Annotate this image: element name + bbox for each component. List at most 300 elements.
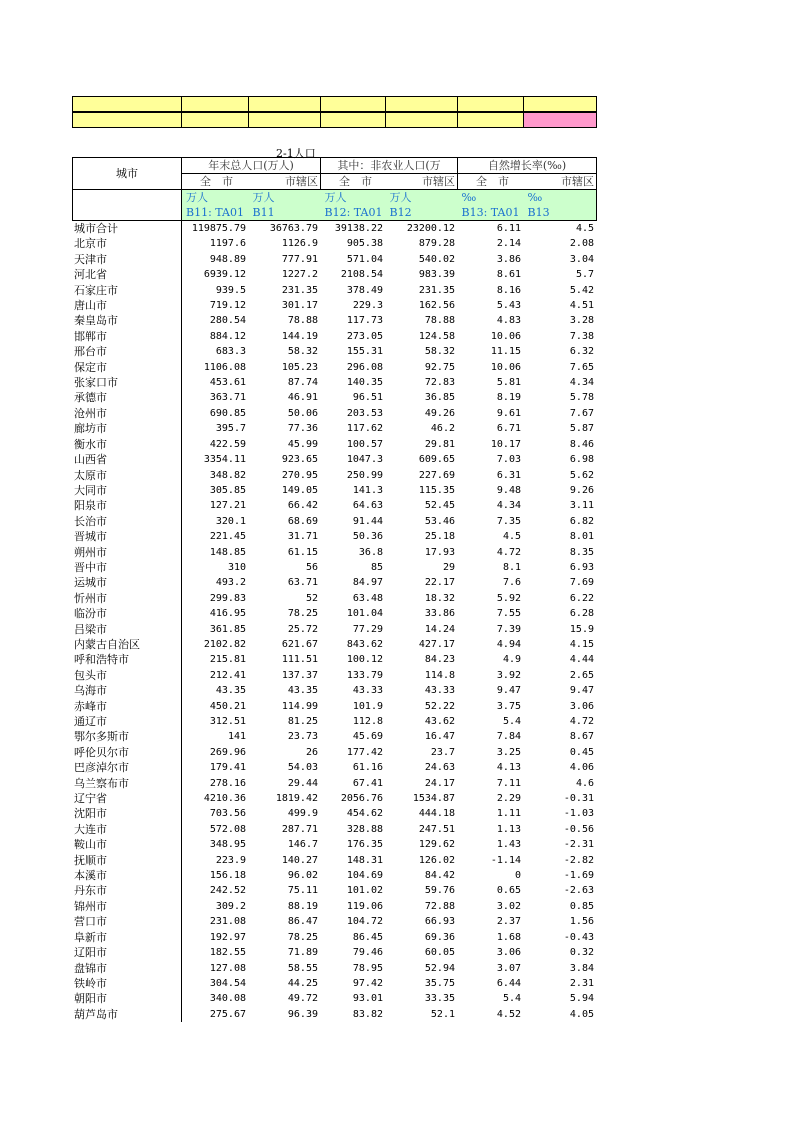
total-pop-city-cell[interactable]: 320.1 xyxy=(215,515,246,527)
growth-district-cell[interactable]: -1.03 xyxy=(563,808,594,820)
total-pop-district-cell[interactable]: 61.15 xyxy=(287,546,318,558)
nonagri-district-cell[interactable]: 24.17 xyxy=(424,777,455,789)
nonagri-district-cell[interactable]: 84.42 xyxy=(424,870,455,882)
growth-city-cell[interactable]: 4.83 xyxy=(496,315,521,327)
total-pop-city-cell[interactable]: 212.41 xyxy=(209,669,246,681)
subheader-whole-city[interactable]: 全 市 xyxy=(182,174,249,190)
city-name-cell[interactable]: 邢台市 xyxy=(72,344,181,359)
code-label[interactable]: B11: TA01 xyxy=(182,205,249,221)
yellow-cell[interactable] xyxy=(386,113,458,128)
nonagri-district-cell[interactable]: 115.35 xyxy=(418,484,455,496)
total-pop-district-cell[interactable]: 105.23 xyxy=(281,361,318,373)
total-pop-district-cell[interactable]: 923.65 xyxy=(281,454,318,466)
growth-city-cell[interactable]: 6.31 xyxy=(496,469,521,481)
total-pop-district-cell[interactable]: 75.11 xyxy=(287,885,318,897)
total-pop-city-cell[interactable]: 493.2 xyxy=(215,577,246,589)
city-name-cell[interactable]: 辽阳市 xyxy=(72,945,181,960)
nonagri-city-cell[interactable]: 273.05 xyxy=(346,330,383,342)
total-pop-district-cell[interactable]: 56 xyxy=(305,561,318,573)
nonagri-district-cell[interactable]: 84.23 xyxy=(424,654,455,666)
total-pop-district-cell[interactable]: 44.25 xyxy=(287,977,318,989)
nonagri-district-cell[interactable]: 114.8 xyxy=(424,669,455,681)
city-name-cell[interactable]: 运城市 xyxy=(72,575,181,590)
total-pop-city-cell[interactable]: 2102.82 xyxy=(203,638,246,650)
city-name-cell[interactable]: 秦皇岛市 xyxy=(72,313,181,328)
group-header-nonagri-population[interactable]: 其中：非农业人口(万 xyxy=(321,158,458,174)
total-pop-district-cell[interactable]: 146.7 xyxy=(287,839,318,851)
growth-district-cell[interactable]: 5.87 xyxy=(569,423,594,435)
nonagri-district-cell[interactable]: 92.75 xyxy=(424,361,455,373)
nonagri-district-cell[interactable]: 33.35 xyxy=(424,993,455,1005)
nonagri-city-cell[interactable]: 141.3 xyxy=(352,484,383,496)
nonagri-district-cell[interactable]: 72.83 xyxy=(424,377,455,389)
total-pop-district-cell[interactable]: 78.88 xyxy=(287,315,318,327)
total-pop-district-cell[interactable]: 96.39 xyxy=(287,1008,318,1020)
nonagri-city-cell[interactable]: 86.45 xyxy=(352,931,383,943)
nonagri-district-cell[interactable]: 227.69 xyxy=(418,469,455,481)
nonagri-district-cell[interactable]: 33.86 xyxy=(424,608,455,620)
growth-city-cell[interactable]: 1.13 xyxy=(496,823,521,835)
total-pop-city-cell[interactable]: 453.61 xyxy=(209,377,246,389)
nonagri-district-cell[interactable]: 24.63 xyxy=(424,762,455,774)
total-pop-city-cell[interactable]: 312.51 xyxy=(209,716,246,727)
subheader-urban-district[interactable]: 市辖区 xyxy=(524,174,597,190)
yellow-cell[interactable] xyxy=(73,97,182,112)
nonagri-district-cell[interactable]: 540.02 xyxy=(418,253,455,265)
growth-city-cell[interactable]: 10.06 xyxy=(490,361,521,373)
nonagri-city-cell[interactable]: 905.38 xyxy=(346,238,383,250)
growth-city-cell[interactable]: 1.43 xyxy=(496,839,521,851)
nonagri-city-cell[interactable]: 250.99 xyxy=(346,469,383,481)
total-pop-district-cell[interactable]: 1819.42 xyxy=(275,793,318,805)
growth-city-cell[interactable]: 8.61 xyxy=(496,269,521,281)
nonagri-district-cell[interactable]: 69.36 xyxy=(424,931,455,943)
total-pop-city-cell[interactable]: 363.71 xyxy=(209,392,246,404)
growth-district-cell[interactable]: 1.56 xyxy=(569,916,594,928)
city-name-cell[interactable]: 朝阳市 xyxy=(72,991,181,1006)
code-label[interactable]: B13: TA01 xyxy=(458,205,524,221)
growth-city-cell[interactable]: 7.6 xyxy=(502,577,521,589)
growth-district-cell[interactable]: 6.32 xyxy=(569,346,594,358)
growth-district-cell[interactable]: -0.43 xyxy=(563,931,594,943)
nonagri-city-cell[interactable]: 104.72 xyxy=(346,916,383,928)
nonagri-district-cell[interactable]: 35.75 xyxy=(424,977,455,989)
total-pop-city-cell[interactable]: 416.95 xyxy=(209,608,246,620)
total-pop-district-cell[interactable]: 1126.9 xyxy=(281,238,318,250)
total-pop-city-cell[interactable]: 299.83 xyxy=(209,592,246,604)
city-name-cell[interactable]: 晋中市 xyxy=(72,560,181,575)
growth-city-cell[interactable]: 3.86 xyxy=(496,253,521,265)
total-pop-district-cell[interactable]: 140.27 xyxy=(281,854,318,866)
total-pop-city-cell[interactable]: 280.54 xyxy=(209,315,246,327)
total-pop-city-cell[interactable]: 683.3 xyxy=(215,346,246,358)
nonagri-city-cell[interactable]: 101.04 xyxy=(346,608,383,620)
nonagri-city-cell[interactable]: 140.35 xyxy=(346,377,383,389)
total-pop-city-cell[interactable]: 348.95 xyxy=(209,839,246,851)
growth-district-cell[interactable]: -2.31 xyxy=(563,839,594,851)
growth-city-cell[interactable]: 1.68 xyxy=(496,931,521,943)
growth-district-cell[interactable]: 4.6 xyxy=(575,777,594,789)
city-name-cell[interactable]: 大同市 xyxy=(72,483,181,498)
nonagri-district-cell[interactable]: 879.28 xyxy=(418,238,455,250)
growth-city-cell[interactable]: 6.71 xyxy=(496,423,521,435)
total-pop-district-cell[interactable]: 270.95 xyxy=(281,469,318,481)
total-pop-city-cell[interactable]: 939.5 xyxy=(215,284,246,296)
nonagri-city-cell[interactable]: 96.51 xyxy=(352,392,383,404)
growth-district-cell[interactable]: 3.06 xyxy=(569,700,594,712)
city-name-cell[interactable]: 呼和浩特市 xyxy=(72,652,181,667)
total-pop-city-cell[interactable]: 278.16 xyxy=(209,777,246,789)
nonagri-city-cell[interactable]: 843.62 xyxy=(346,638,383,650)
total-pop-district-cell[interactable]: 87.74 xyxy=(287,377,318,389)
nonagri-city-cell[interactable]: 101.02 xyxy=(346,885,383,897)
subheader-urban-district[interactable]: 市辖区 xyxy=(249,174,321,190)
total-pop-city-cell[interactable]: 215.81 xyxy=(209,654,246,666)
total-pop-city-cell[interactable]: 156.18 xyxy=(209,870,246,882)
total-pop-city-cell[interactable]: 1197.6 xyxy=(209,238,246,250)
growth-city-cell[interactable]: 3.75 xyxy=(496,700,521,712)
city-name-cell[interactable]: 包头市 xyxy=(72,668,181,683)
nonagri-city-cell[interactable]: 83.82 xyxy=(352,1008,383,1020)
growth-city-cell[interactable]: 5.92 xyxy=(496,592,521,604)
nonagri-district-cell[interactable]: 59.76 xyxy=(424,885,455,897)
nonagri-district-cell[interactable]: 17.93 xyxy=(424,546,455,558)
yellow-cell[interactable] xyxy=(321,113,386,128)
nonagri-district-cell[interactable]: 43.62 xyxy=(424,716,455,727)
growth-district-cell[interactable]: 6.93 xyxy=(569,561,594,573)
growth-city-cell[interactable]: 7.55 xyxy=(496,608,521,620)
nonagri-city-cell[interactable]: 45.69 xyxy=(352,731,383,743)
growth-city-cell[interactable]: 4.94 xyxy=(496,638,521,650)
growth-city-cell[interactable]: 3.07 xyxy=(496,962,521,974)
growth-city-cell[interactable]: 8.19 xyxy=(496,392,521,404)
total-pop-city-cell[interactable]: 127.08 xyxy=(209,962,246,974)
subheader-whole-city[interactable]: 全 市 xyxy=(321,174,386,190)
total-pop-district-cell[interactable]: 81.25 xyxy=(287,716,318,727)
unit-label[interactable]: 万人 xyxy=(182,190,249,206)
growth-city-cell[interactable]: 2.37 xyxy=(496,916,521,928)
nonagri-district-cell[interactable]: 126.02 xyxy=(418,854,455,866)
city-name-cell[interactable]: 石家庄市 xyxy=(72,283,181,298)
growth-district-cell[interactable]: 6.98 xyxy=(569,454,594,466)
total-pop-city-cell[interactable]: 182.55 xyxy=(209,947,246,959)
city-name-cell[interactable]: 铁岭市 xyxy=(72,976,181,991)
growth-district-cell[interactable]: 3.04 xyxy=(569,253,594,265)
growth-district-cell[interactable]: 5.7 xyxy=(575,269,594,281)
city-name-cell[interactable]: 鞍山市 xyxy=(72,837,181,852)
total-pop-city-cell[interactable]: 223.9 xyxy=(215,854,246,866)
growth-district-cell[interactable]: 5.78 xyxy=(569,392,594,404)
subheader-whole-city[interactable]: 全 市 xyxy=(458,174,524,190)
city-name-cell[interactable]: 内蒙古自治区 xyxy=(72,637,181,652)
unit-label[interactable]: ‰ xyxy=(524,190,597,206)
growth-district-cell[interactable]: 3.11 xyxy=(569,500,594,512)
nonagri-city-cell[interactable]: 155.31 xyxy=(346,346,383,358)
total-pop-city-cell[interactable]: 304.54 xyxy=(209,977,246,989)
nonagri-city-cell[interactable]: 84.97 xyxy=(352,577,383,589)
growth-district-cell[interactable]: 2.65 xyxy=(569,669,594,681)
nonagri-city-cell[interactable]: 117.62 xyxy=(346,423,383,435)
total-pop-city-cell[interactable]: 148.85 xyxy=(209,546,246,558)
nonagri-district-cell[interactable]: 162.56 xyxy=(418,300,455,312)
total-pop-district-cell[interactable]: 26 xyxy=(305,746,318,758)
city-name-cell[interactable]: 长治市 xyxy=(72,514,181,529)
total-pop-city-cell[interactable]: 361.85 xyxy=(209,623,246,635)
growth-district-cell[interactable]: -1.69 xyxy=(563,870,594,882)
nonagri-city-cell[interactable]: 571.04 xyxy=(346,253,383,265)
nonagri-district-cell[interactable]: 66.93 xyxy=(424,916,455,928)
city-name-cell[interactable]: 临汾市 xyxy=(72,606,181,621)
growth-district-cell[interactable]: 4.72 xyxy=(569,716,594,727)
code-label[interactable]: B11 xyxy=(249,205,321,221)
growth-district-cell[interactable]: 4.5 xyxy=(575,223,594,234)
unit-label[interactable]: ‰ xyxy=(458,190,524,206)
total-pop-district-cell[interactable]: 149.05 xyxy=(281,484,318,496)
nonagri-city-cell[interactable]: 93.01 xyxy=(352,993,383,1005)
nonagri-city-cell[interactable]: 61.16 xyxy=(352,762,383,774)
yellow-cell[interactable] xyxy=(182,113,249,128)
growth-district-cell[interactable]: 0.45 xyxy=(569,746,594,758)
total-pop-district-cell[interactable]: 68.69 xyxy=(287,515,318,527)
growth-district-cell[interactable]: 7.69 xyxy=(569,577,594,589)
total-pop-district-cell[interactable]: 23.73 xyxy=(287,731,318,743)
nonagri-district-cell[interactable]: 23200.12 xyxy=(406,223,455,234)
city-name-cell[interactable]: 城市合计 xyxy=(72,221,181,236)
growth-city-cell[interactable]: 7.39 xyxy=(496,623,521,635)
city-name-cell[interactable]: 张家口市 xyxy=(72,375,181,390)
nonagri-city-cell[interactable]: 78.95 xyxy=(352,962,383,974)
growth-city-cell[interactable]: 4.5 xyxy=(502,531,521,543)
total-pop-city-cell[interactable]: 43.35 xyxy=(215,685,246,697)
city-name-cell[interactable]: 吕梁市 xyxy=(72,622,181,637)
city-name-cell[interactable]: 邯郸市 xyxy=(72,329,181,344)
growth-district-cell[interactable]: 0.32 xyxy=(569,947,594,959)
city-name-cell[interactable]: 通辽市 xyxy=(72,714,181,729)
city-name-cell[interactable]: 呼伦贝尔市 xyxy=(72,745,181,760)
city-name-cell[interactable]: 乌兰察布市 xyxy=(72,776,181,791)
city-name-cell[interactable]: 本溪市 xyxy=(72,868,181,883)
total-pop-district-cell[interactable]: 45.99 xyxy=(287,438,318,450)
total-pop-city-cell[interactable]: 4210.36 xyxy=(203,793,246,805)
growth-city-cell[interactable]: 7.35 xyxy=(496,515,521,527)
nonagri-district-cell[interactable]: 52.1 xyxy=(430,1008,455,1020)
group-header-total-population[interactable]: 年末总人口(万人) xyxy=(182,158,321,174)
city-name-cell[interactable]: 朔州市 xyxy=(72,545,181,560)
total-pop-city-cell[interactable]: 221.45 xyxy=(209,531,246,543)
unit-label[interactable]: 万人 xyxy=(386,190,458,206)
total-pop-city-cell[interactable]: 884.12 xyxy=(209,330,246,342)
total-pop-city-cell[interactable]: 572.08 xyxy=(209,823,246,835)
nonagri-city-cell[interactable]: 77.29 xyxy=(352,623,383,635)
total-pop-city-cell[interactable]: 450.21 xyxy=(209,700,246,712)
code-label[interactable]: B13 xyxy=(524,205,597,221)
total-pop-district-cell[interactable]: 499.9 xyxy=(287,808,318,820)
growth-city-cell[interactable]: 0.65 xyxy=(496,885,521,897)
nonagri-district-cell[interactable]: 43.33 xyxy=(424,685,455,697)
growth-district-cell[interactable]: 4.51 xyxy=(569,300,594,312)
city-name-cell[interactable]: 盘锦市 xyxy=(72,961,181,976)
total-pop-district-cell[interactable]: 50.06 xyxy=(287,407,318,419)
growth-city-cell[interactable]: 8.16 xyxy=(496,284,521,296)
total-pop-city-cell[interactable]: 3354.11 xyxy=(203,454,246,466)
growth-district-cell[interactable]: 4.44 xyxy=(569,654,594,666)
city-name-cell[interactable]: 天津市 xyxy=(72,252,181,267)
pink-cell[interactable] xyxy=(524,113,597,128)
yellow-cell[interactable] xyxy=(458,97,524,112)
nonagri-city-cell[interactable]: 177.42 xyxy=(346,746,383,758)
nonagri-district-cell[interactable]: 129.62 xyxy=(418,839,455,851)
total-pop-district-cell[interactable]: 137.37 xyxy=(281,669,318,681)
nonagri-district-cell[interactable]: 52.94 xyxy=(424,962,455,974)
growth-district-cell[interactable]: 3.28 xyxy=(569,315,594,327)
yellow-cell[interactable] xyxy=(524,97,597,112)
nonagri-district-cell[interactable]: 16.47 xyxy=(424,731,455,743)
growth-district-cell[interactable]: 9.47 xyxy=(569,685,594,697)
city-name-cell[interactable]: 山西省 xyxy=(72,452,181,467)
city-name-cell[interactable]: 唐山市 xyxy=(72,298,181,313)
nonagri-district-cell[interactable]: 52.45 xyxy=(424,500,455,512)
nonagri-city-cell[interactable]: 100.57 xyxy=(346,438,383,450)
nonagri-city-cell[interactable]: 100.12 xyxy=(346,654,383,666)
total-pop-city-cell[interactable]: 269.96 xyxy=(209,746,246,758)
yellow-cell[interactable] xyxy=(321,97,386,112)
growth-district-cell[interactable]: 15.9 xyxy=(569,623,594,635)
total-pop-district-cell[interactable]: 46.91 xyxy=(287,392,318,404)
nonagri-city-cell[interactable]: 97.42 xyxy=(352,977,383,989)
growth-district-cell[interactable]: 5.94 xyxy=(569,993,594,1005)
growth-district-cell[interactable]: 2.31 xyxy=(569,977,594,989)
total-pop-city-cell[interactable]: 6939.12 xyxy=(203,269,246,281)
city-name-cell[interactable]: 阜新市 xyxy=(72,930,181,945)
nonagri-district-cell[interactable]: 36.85 xyxy=(424,392,455,404)
city-column-header[interactable]: 城市 xyxy=(73,158,182,190)
nonagri-city-cell[interactable]: 85 xyxy=(370,561,383,573)
growth-district-cell[interactable]: 7.38 xyxy=(569,330,594,342)
city-name-cell[interactable]: 辽宁省 xyxy=(72,791,181,806)
growth-city-cell[interactable]: 1.11 xyxy=(496,808,521,820)
nonagri-district-cell[interactable]: 124.58 xyxy=(418,330,455,342)
growth-city-cell[interactable]: 4.9 xyxy=(502,654,521,666)
nonagri-district-cell[interactable]: 23.7 xyxy=(430,746,455,758)
city-name-cell[interactable]: 丹东市 xyxy=(72,883,181,898)
total-pop-city-cell[interactable]: 127.21 xyxy=(209,500,246,512)
growth-district-cell[interactable]: 5.62 xyxy=(569,469,594,481)
city-name-cell[interactable]: 廊坊市 xyxy=(72,421,181,436)
city-name-cell[interactable]: 营口市 xyxy=(72,914,181,929)
yellow-cell[interactable] xyxy=(458,113,524,128)
growth-city-cell[interactable]: 9.48 xyxy=(496,484,521,496)
total-pop-district-cell[interactable]: 71.89 xyxy=(287,947,318,959)
city-name-cell[interactable]: 承德市 xyxy=(72,390,181,405)
total-pop-district-cell[interactable]: 86.47 xyxy=(287,916,318,928)
growth-district-cell[interactable]: 8.35 xyxy=(569,546,594,558)
city-name-cell[interactable]: 晋城市 xyxy=(72,529,181,544)
total-pop-district-cell[interactable]: 78.25 xyxy=(287,931,318,943)
total-pop-district-cell[interactable]: 1227.2 xyxy=(281,269,318,281)
growth-city-cell[interactable]: 9.61 xyxy=(496,407,521,419)
total-pop-district-cell[interactable]: 88.19 xyxy=(287,900,318,912)
nonagri-district-cell[interactable]: 444.18 xyxy=(418,808,455,820)
total-pop-city-cell[interactable]: 422.59 xyxy=(209,438,246,450)
total-pop-district-cell[interactable]: 114.99 xyxy=(281,700,318,712)
total-pop-city-cell[interactable]: 348.82 xyxy=(209,469,246,481)
nonagri-district-cell[interactable]: 29 xyxy=(442,561,455,573)
growth-district-cell[interactable]: 6.28 xyxy=(569,608,594,620)
total-pop-district-cell[interactable]: 231.35 xyxy=(281,284,318,296)
growth-city-cell[interactable]: 9.47 xyxy=(496,685,521,697)
city-name-cell[interactable]: 忻州市 xyxy=(72,591,181,606)
growth-city-cell[interactable]: 6.44 xyxy=(496,977,521,989)
growth-city-cell[interactable]: 10.17 xyxy=(490,438,521,450)
city-name-cell[interactable]: 乌海市 xyxy=(72,683,181,698)
total-pop-city-cell[interactable]: 310 xyxy=(227,561,246,573)
growth-city-cell[interactable]: 5.81 xyxy=(496,377,521,389)
nonagri-district-cell[interactable]: 52.22 xyxy=(424,700,455,712)
total-pop-district-cell[interactable]: 78.25 xyxy=(287,608,318,620)
nonagri-city-cell[interactable]: 454.62 xyxy=(346,808,383,820)
nonagri-city-cell[interactable]: 133.79 xyxy=(346,669,383,681)
nonagri-city-cell[interactable]: 36.8 xyxy=(358,546,383,558)
nonagri-city-cell[interactable]: 176.35 xyxy=(346,839,383,851)
nonagri-city-cell[interactable]: 64.63 xyxy=(352,500,383,512)
nonagri-city-cell[interactable]: 117.73 xyxy=(346,315,383,327)
growth-district-cell[interactable]: 0.85 xyxy=(569,900,594,912)
total-pop-district-cell[interactable]: 49.72 xyxy=(287,993,318,1005)
nonagri-city-cell[interactable]: 101.9 xyxy=(352,700,383,712)
growth-city-cell[interactable]: 7.84 xyxy=(496,731,521,743)
growth-city-cell[interactable]: 11.15 xyxy=(490,346,521,358)
growth-district-cell[interactable]: 4.34 xyxy=(569,377,594,389)
yellow-cell[interactable] xyxy=(182,97,249,112)
growth-district-cell[interactable]: 4.15 xyxy=(569,638,594,650)
city-name-cell[interactable]: 沧州市 xyxy=(72,406,181,421)
growth-city-cell[interactable]: 6.11 xyxy=(496,223,521,234)
growth-district-cell[interactable]: -0.31 xyxy=(563,793,594,805)
yellow-cell[interactable] xyxy=(73,113,182,128)
total-pop-district-cell[interactable]: 96.02 xyxy=(287,870,318,882)
total-pop-district-cell[interactable]: 621.67 xyxy=(281,638,318,650)
nonagri-city-cell[interactable]: 50.36 xyxy=(352,531,383,543)
city-name-cell[interactable]: 大连市 xyxy=(72,822,181,837)
total-pop-city-cell[interactable]: 1106.08 xyxy=(203,361,246,373)
nonagri-district-cell[interactable]: 231.35 xyxy=(418,284,455,296)
city-name-cell[interactable]: 赤峰市 xyxy=(72,699,181,714)
group-header-growth-rate[interactable]: 自然增长率(‰) xyxy=(458,158,597,174)
nonagri-district-cell[interactable]: 1534.87 xyxy=(412,793,455,805)
nonagri-city-cell[interactable]: 63.48 xyxy=(352,592,383,604)
total-pop-district-cell[interactable]: 29.44 xyxy=(287,777,318,789)
growth-city-cell[interactable]: 7.03 xyxy=(496,454,521,466)
total-pop-district-cell[interactable]: 25.72 xyxy=(287,623,318,635)
nonagri-city-cell[interactable]: 296.08 xyxy=(346,361,383,373)
total-pop-district-cell[interactable]: 111.51 xyxy=(281,654,318,666)
growth-district-cell[interactable]: 8.01 xyxy=(569,531,594,543)
total-pop-district-cell[interactable]: 287.71 xyxy=(281,823,318,835)
total-pop-city-cell[interactable]: 231.08 xyxy=(209,916,246,928)
city-name-cell[interactable]: 巴彦淖尔市 xyxy=(72,760,181,775)
nonagri-city-cell[interactable]: 203.53 xyxy=(346,407,383,419)
growth-district-cell[interactable]: -2.82 xyxy=(563,854,594,866)
total-pop-city-cell[interactable]: 690.85 xyxy=(209,407,246,419)
nonagri-city-cell[interactable]: 43.33 xyxy=(352,685,383,697)
total-pop-city-cell[interactable]: 242.52 xyxy=(209,885,246,897)
growth-district-cell[interactable]: 4.05 xyxy=(569,1008,594,1020)
total-pop-district-cell[interactable]: 144.19 xyxy=(281,330,318,342)
total-pop-city-cell[interactable]: 719.12 xyxy=(209,300,246,312)
city-name-cell[interactable]: 衡水市 xyxy=(72,437,181,452)
growth-district-cell[interactable]: 9.26 xyxy=(569,484,594,496)
nonagri-district-cell[interactable]: 46.2 xyxy=(430,423,455,435)
